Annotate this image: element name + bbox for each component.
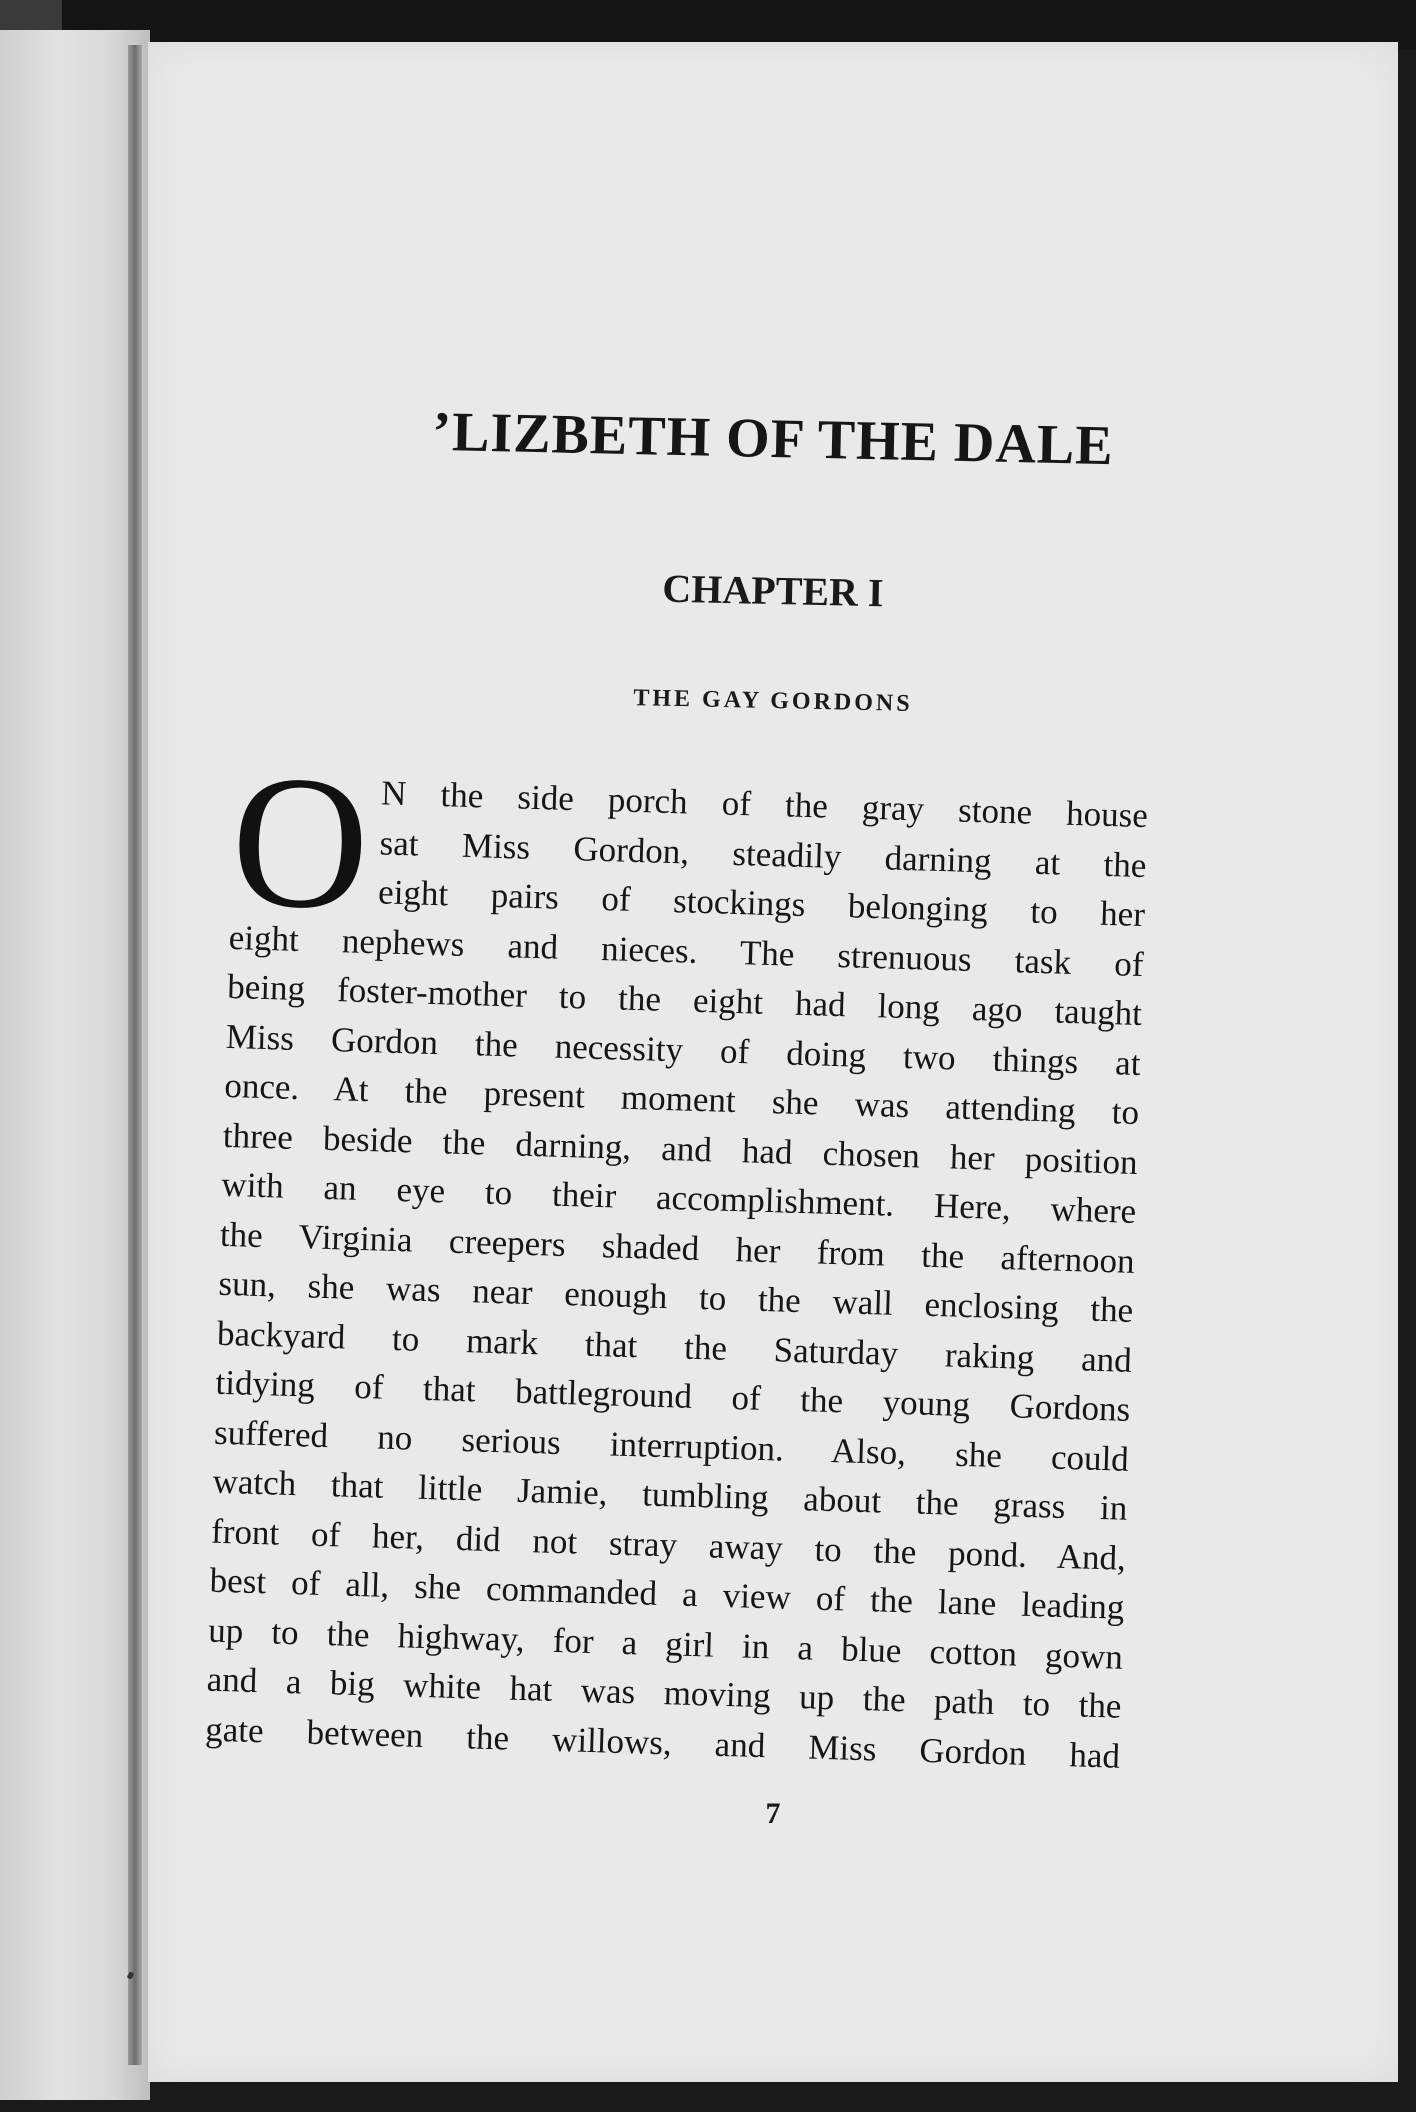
text-line: with an eye to their accomplishment. Here, where xyxy=(220,1164,1137,1231)
text-line: eight pairs of stockings belonging to her xyxy=(377,872,1146,935)
text-line: N the side porch of the gray stone house xyxy=(380,773,1149,836)
text-line: tidying of that battleground of the young Gordons xyxy=(215,1362,1131,1429)
text-line: sat Miss Gordon, steadily darning at the xyxy=(379,822,1147,885)
text-line: suffered no serious interruption. Also, she could xyxy=(213,1412,1130,1479)
text-line: sun, she was near enough to the wall enclosing the xyxy=(218,1263,1134,1330)
drop-cap: O xyxy=(228,736,372,950)
page-number: 7 xyxy=(765,1797,781,1830)
text-line: up to the highway, for a girl in a blue cotton gown xyxy=(207,1610,1124,1677)
text-line: Miss Gordon the necessity of doing two things at xyxy=(225,1016,1142,1083)
text-line: best of all, she commanded a view of the lane leading xyxy=(209,1560,1125,1627)
text-line: the Virginia creepers shaded her from the afternoon xyxy=(219,1214,1136,1281)
book-spine-gutter xyxy=(128,45,142,2065)
chapter-subtitle: THE GAY GORDONS xyxy=(633,685,913,717)
text-line: gate between the willows, and Miss Gordon had xyxy=(204,1709,1121,1776)
body-text xyxy=(204,736,1149,1781)
text-line: backyard to mark that the Saturday raking and xyxy=(216,1313,1133,1380)
text-line: once. At the present moment she was attending to xyxy=(223,1065,1140,1132)
book-page xyxy=(148,42,1398,2082)
text-line: watch that little Jamie, tumbling about the grass in xyxy=(212,1461,1128,1528)
text-line: three beside the darning, and had chosen her position xyxy=(222,1115,1139,1182)
book-title: ’LIZBETH OF THE DALE xyxy=(431,400,1115,478)
text-line: eight nephews and nieces. The strenuous task of xyxy=(228,917,1145,984)
text-line: being foster-mother to the eight had long ago taught xyxy=(226,966,1143,1034)
chapter-title: CHAPTER I xyxy=(661,565,885,616)
text-line: front of her, did not stray away to the pond. And, xyxy=(210,1511,1127,1578)
text-line: and a big white hat was moving up the path to the xyxy=(206,1659,1123,1726)
